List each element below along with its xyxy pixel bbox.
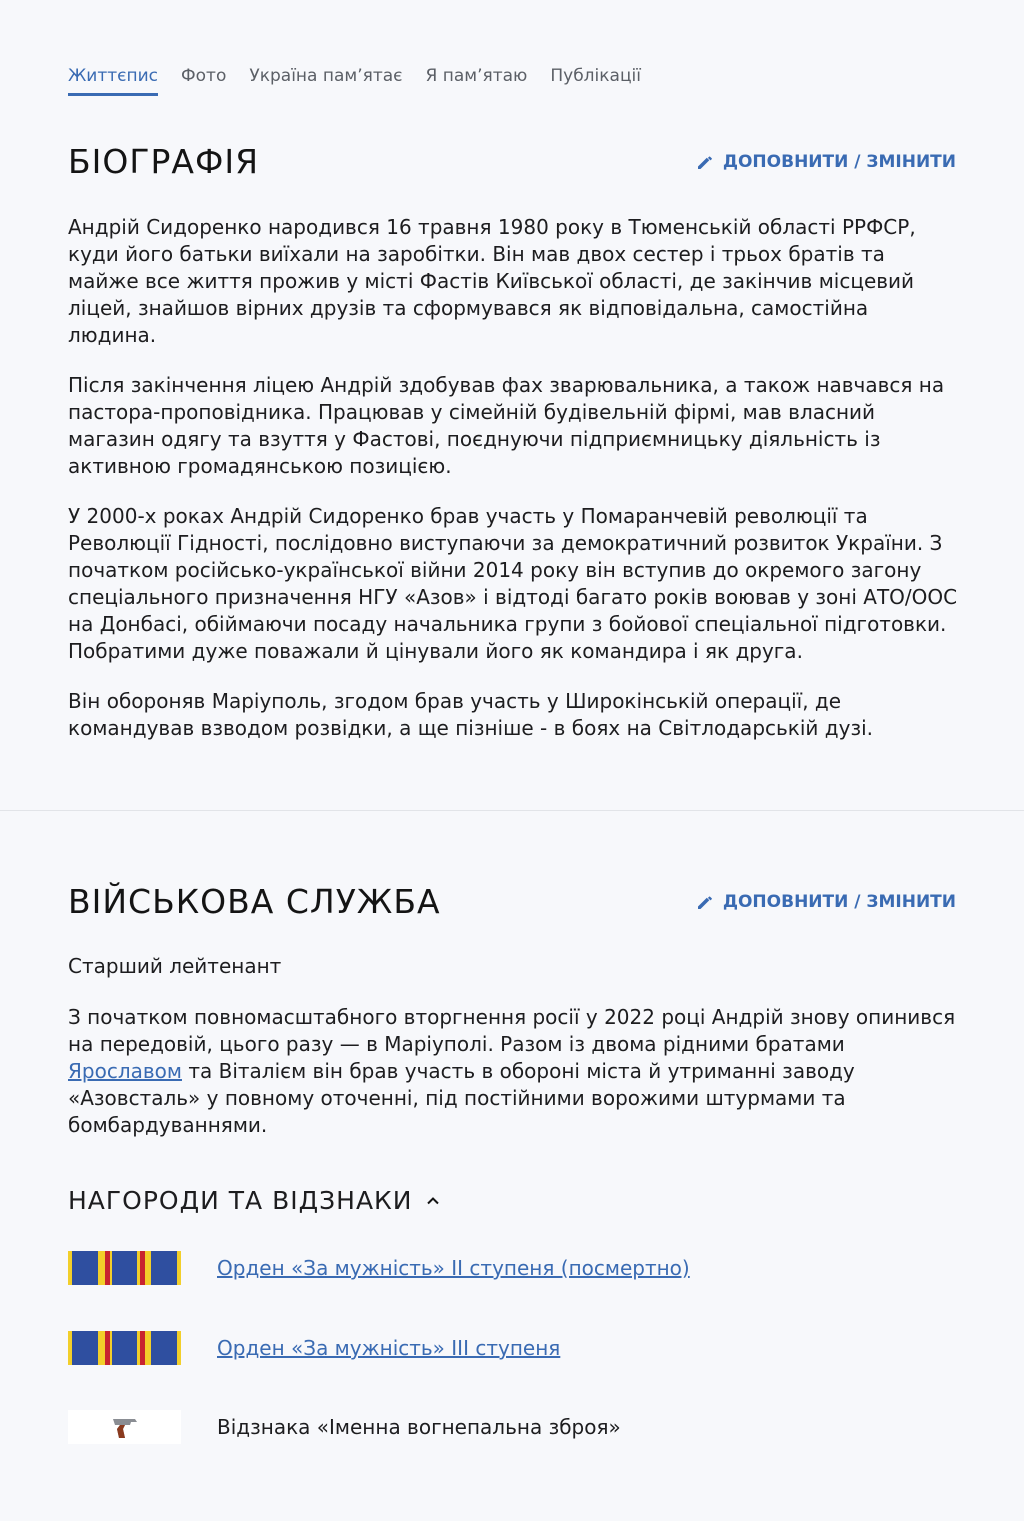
- award-item: [68, 1331, 560, 1365]
- biography-paragraph: У 2000-х роках Андрій Сидоренко брав участь у Помаранчевій революції та Революції Гідності, послідовно виступаючи за демократичний розвиток України. З початком російсько-української війни 2014 року він вступив до окремого загону спеціального призначення НГУ «Азов» і відтоді багато років воював у зоні АТО/ООС на Донбасі, обіймаючи посаду начальника групи з бойової спеціальної підготовки. Побратими дуже поважали й цінували його як командира і як друга.: [68, 504, 958, 663]
- ribbon-icon: [68, 1331, 181, 1365]
- biography-edit-button[interactable]: [695, 152, 956, 172]
- biography-paragraph: Андрій Сидоренко народився 16 травня 1980 року в Тюменській області РРФСР, куди його батьки виїхали на заробітки. Він мав двох сестер і трьох братів та майже все життя прожив у місті Фастів Київської області, де закінчив місцевий ліцей, знайшов вірних друзів та сформувався як відповідальна, самостійна людина.: [68, 215, 916, 347]
- award-item: [68, 1251, 690, 1285]
- tab-photo[interactable]: Фото: [181, 66, 227, 86]
- award-link[interactable]: Орден «За мужність» ІІІ ступеня: [217, 1336, 561, 1360]
- biography-text: [68, 214, 958, 765]
- pencil-icon: [695, 152, 715, 172]
- pistol-icon: [68, 1410, 181, 1444]
- award-link[interactable]: Орден «За мужність» ІІ ступеня (посмертно): [217, 1256, 690, 1280]
- military-text: [68, 1004, 958, 1139]
- military-header: [68, 882, 956, 921]
- pencil-icon: [695, 892, 715, 912]
- military-title: ВІЙСЬКОВА СЛУЖБА: [68, 882, 441, 921]
- awards-title: НАГОРОДИ ТА ВІДЗНАКИ: [68, 1186, 413, 1215]
- awards-toggle[interactable]: [68, 1186, 441, 1215]
- ribbon-icon: [68, 1251, 181, 1285]
- chevron-up-icon: [425, 1193, 441, 1209]
- military-text-before: З початком повномасштабного вторгнення росії у 2022 році Андрій знову опинився на передовій, цього разу — в Маріуполі. Разом із двома рідними братами: [68, 1005, 956, 1056]
- biography-paragraph: Він обороняв Маріуполь, згодом брав участь у Широкінській операції, де командував взводом розвідки, а ще пізніше - в боях на Світлодарській дузі.: [68, 689, 873, 740]
- military-edit-button[interactable]: [695, 892, 956, 912]
- award-label: Відзнака «Іменна вогнепальна зброя»: [217, 1415, 621, 1439]
- section-divider: [0, 810, 1024, 811]
- biography-edit-label: ДОПОВНИТИ / ЗМІНИТИ: [722, 151, 956, 172]
- tab-biography[interactable]: Життєпис: [68, 66, 158, 96]
- tabs-nav: [68, 66, 664, 96]
- tab-i-remember[interactable]: Я пам’ятаю: [425, 66, 528, 86]
- award-item: [68, 1410, 621, 1444]
- tab-ukraine-remembers[interactable]: Україна пам’ятає: [249, 66, 403, 86]
- tab-publications[interactable]: Публікації: [550, 66, 641, 86]
- brother-link[interactable]: Ярославом: [68, 1059, 182, 1083]
- biography-header: [68, 142, 956, 181]
- military-edit-label: ДОПОВНИТИ / ЗМІНИТИ: [722, 891, 956, 912]
- biography-title: БІОГРАФІЯ: [68, 142, 260, 181]
- military-text-after: та Віталієм він брав участь в обороні міста й утриманні заводу «Азовсталь» у повному оточенні, під постійними ворожими штурмами та бомбардуваннями.: [68, 1059, 855, 1137]
- biography-paragraph: Після закінчення ліцею Андрій здобував фах зварювальника, а також навчався на пастора-проповідника. Працював у сімейній будівельній фірмі, мав власний магазин одягу та взуття у Фастові, поєднуючи підприємницьку діяльність із активною громадянською позицією.: [68, 373, 945, 478]
- military-rank: Старший лейтенант: [68, 954, 282, 978]
